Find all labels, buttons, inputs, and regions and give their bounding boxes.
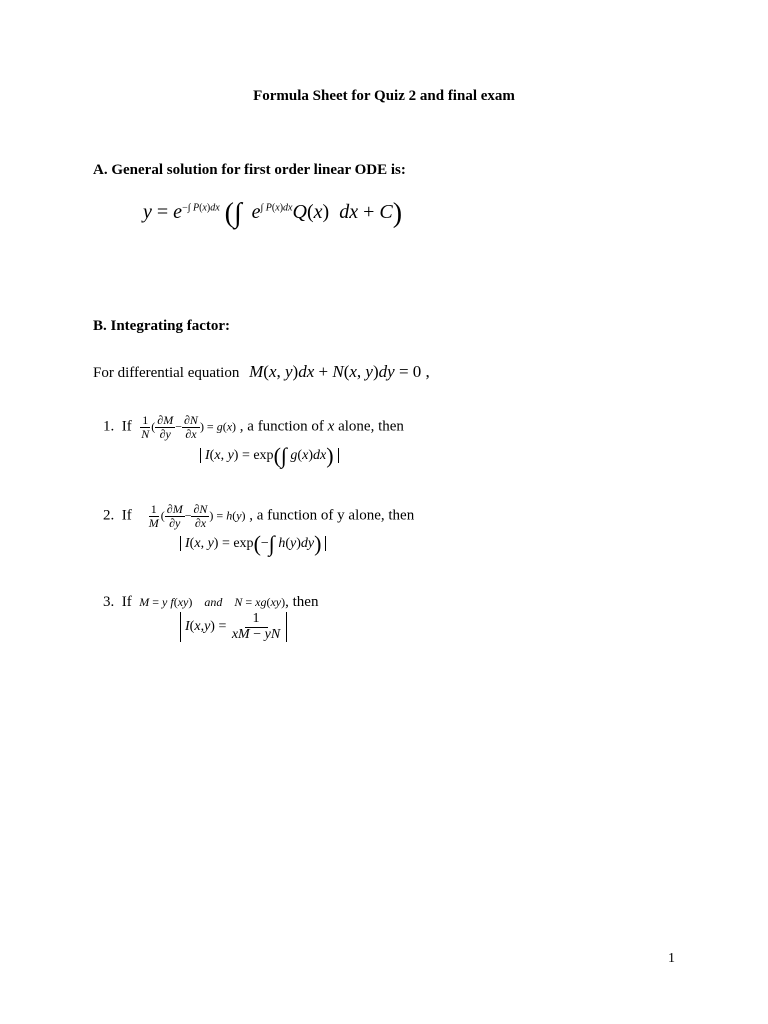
item-2-condition: 2. If $\frac{1}{M}$ ( $\frac{\partial M}{\partial y}$ − $\frac{\partial N}{\partial x}$ ) = h(y) , a function of y alone, then bbox=[103, 502, 415, 530]
item-1-result: I(x, y) = exp(∫ g(x)dx) bbox=[200, 445, 339, 467]
item-1-text: , a function of bbox=[239, 418, 324, 435]
item-2-fraction: $\frac{1}{M}$ bbox=[148, 502, 159, 530]
general-solution-formula: $y = e^{-\int P(x)dx}$ (∫ $e^{\int P(x)dx}Q(x)$ dx + C) bbox=[143, 198, 403, 229]
item-3-if: If bbox=[121, 594, 132, 610]
item-1-condition: 1. If $\frac{1}{N}$ ( $\frac{\partial M}{\partial y}$ − $\frac{\partial N}{\partial x}$ ) = g(x) , a function of x alone, then bbox=[103, 413, 404, 441]
item-1-fraction: $\frac{1}{N}$ bbox=[141, 413, 150, 441]
item-3-number: 3. bbox=[103, 594, 115, 610]
item-1-tail: alone, then bbox=[338, 418, 404, 435]
differential-equation-line bbox=[93, 362, 430, 382]
page-number: 1 bbox=[668, 951, 675, 966]
item-2-number: 2. bbox=[103, 507, 115, 524]
section-b-heading: B. Integrating factor: bbox=[93, 318, 231, 334]
item-1-number: 1. bbox=[103, 418, 115, 435]
item-3-text: , then bbox=[285, 594, 319, 610]
item-1-if: If bbox=[121, 418, 132, 435]
item-2-if: If bbox=[121, 507, 132, 524]
item-3-result: I ( x , y ) = $\frac{1}{xM - yN}$ bbox=[180, 612, 287, 642]
exact-equation: M(x, y)dx + N(x, y)dy = 0 , bbox=[249, 362, 430, 381]
intro-text: For differential equation bbox=[93, 365, 240, 381]
item-3-condition bbox=[103, 594, 318, 611]
section-a-heading: A. General solution for first order linear ODE is: bbox=[93, 162, 406, 178]
item-3-hypothesis: M = y f(xy) and N = xg(xy) bbox=[139, 595, 286, 609]
item-1-var: x bbox=[327, 418, 335, 435]
item-2-text: , a function of y alone, then bbox=[249, 507, 415, 524]
page-title: Formula Sheet for Quiz 2 and final exam bbox=[253, 88, 515, 104]
item-2-result: I(x, y) = exp(−∫ h(y)dy) bbox=[180, 533, 326, 555]
